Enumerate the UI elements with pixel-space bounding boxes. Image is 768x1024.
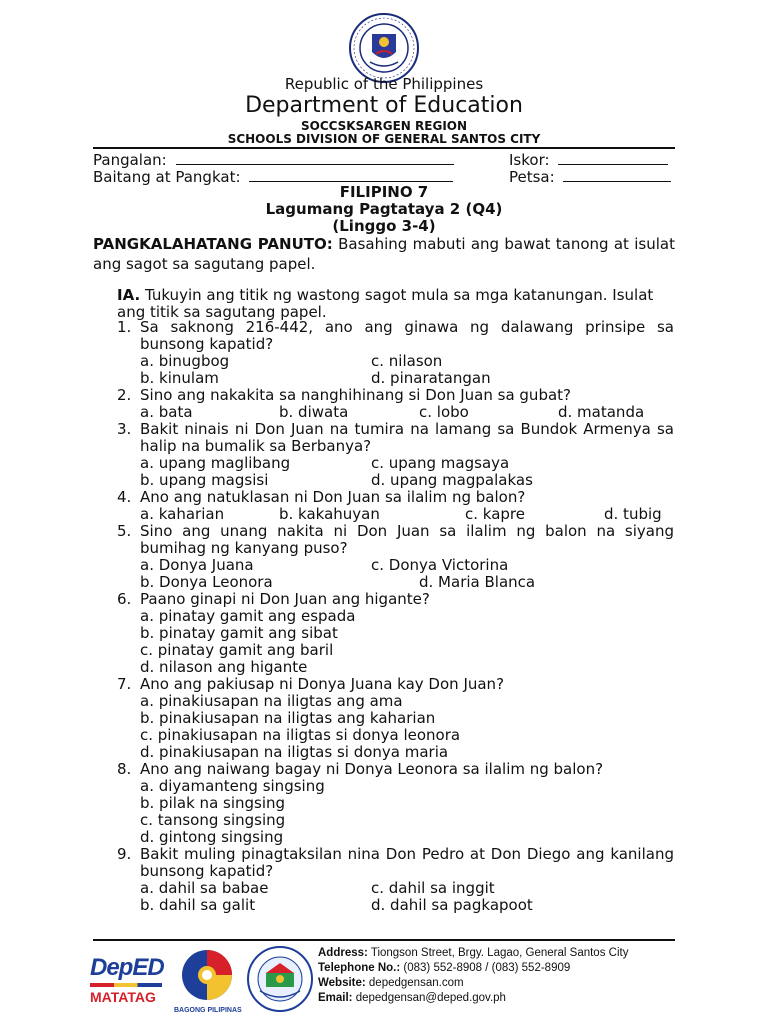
option: c. lobo: [419, 403, 469, 421]
option: d. pinakiusapan na iligtas si donya maria: [140, 743, 449, 761]
baitang-label: Baitang at Pangkat:: [93, 168, 241, 186]
question-number: 7.: [117, 675, 132, 693]
option: a. pinakiusapan na iligtas ang ama: [140, 692, 403, 710]
option: a. Donya Juana: [140, 556, 254, 574]
question-text: Ano ang naiwang bagay ni Donya Leonora sa ilalim ng balon?: [140, 760, 604, 778]
option: b. kakahuyan: [279, 505, 380, 523]
option: c. pinatay gamit ang baril: [140, 641, 334, 659]
department-title: Department of Education: [245, 93, 523, 118]
deped-logo-stripe: [90, 983, 162, 987]
option: c. upang magsaya: [371, 454, 510, 472]
region-line: SOCCSKSARGEN REGION: [300, 119, 468, 133]
question-text: Paano ginapi ni Don Juan ang higante?: [140, 590, 430, 608]
matatag-text: MATATAG: [90, 989, 156, 1005]
subject-title: FILIPINO 7: [339, 183, 429, 201]
option: d. upang magpalakas: [371, 471, 533, 489]
division-seal: [246, 945, 314, 1013]
option: d. pinaratangan: [371, 369, 491, 387]
phone-label: Telephone No.:: [318, 962, 401, 974]
option: a. kaharian: [140, 505, 225, 523]
address-label: Address:: [318, 947, 368, 959]
option: a. bata: [140, 403, 193, 421]
option: a. diyamanteng singsing: [140, 777, 325, 795]
question-number: 8.: [117, 760, 132, 778]
footer-email[interactable]: [318, 991, 506, 1006]
question-number: 6.: [117, 590, 132, 608]
petsa-label: Petsa:: [509, 168, 555, 186]
option: a. pinatay gamit ang espada: [140, 607, 356, 625]
option: b. pinatay gamit ang sibat: [140, 624, 338, 642]
option: b. diwata: [279, 403, 349, 421]
option: d. Maria Blanca: [419, 573, 536, 591]
question-number: 1.: [117, 318, 132, 336]
option: c. kapre: [465, 505, 525, 523]
question-number: 2.: [117, 386, 132, 404]
option: b. Donya Leonora: [140, 573, 273, 591]
question-text: Bakit ninais ni Don Juan na tumira na lamang sa Bundok Armenya sa halip na bumalik sa Berbanya?: [140, 420, 674, 455]
question-text: Sino ang nakakita sa nanghihinang si Don Juan sa gubat?: [140, 386, 571, 404]
baitang-blank[interactable]: [249, 167, 453, 182]
option: d. matanda: [558, 403, 645, 421]
footer-address: [318, 946, 628, 961]
header-divider: [93, 147, 675, 149]
option: b. dahil sa galit: [140, 896, 256, 914]
option: a. upang maglibang: [140, 454, 291, 472]
option: d. tubig: [604, 505, 662, 523]
option: c. nilason: [371, 352, 443, 370]
question-number: 4.: [117, 488, 132, 506]
deped-logo: [90, 955, 168, 1015]
option: c. pinakiusapan na iligtas si donya leonora: [140, 726, 461, 744]
address-text: Tiongson Street, Brgy. Lagao, General Santos City: [367, 947, 629, 959]
deped-seal: [348, 12, 420, 84]
republic-line: Republic of the Philippines: [284, 75, 484, 93]
division-line: SCHOOLS DIVISION OF GENERAL SANTOS CITY: [227, 132, 541, 146]
phone-text: (083) 552-8908 / (083) 552-8909: [400, 962, 571, 974]
question-number: 5.: [117, 522, 132, 540]
instructions-label: PANGKALAHATANG PANUTO:: [93, 235, 333, 253]
question-text: Sa saknong 216-442, ano ang ginawa ng dalawang prinsipe sa bunsong kapatid?: [140, 318, 674, 353]
footer-website[interactable]: [318, 976, 464, 991]
option: b. pinakiusapan na iligtas ang kaharian: [140, 709, 436, 727]
pangalan-label: Pangalan:: [93, 151, 167, 169]
option: d. dahil sa pagkapoot: [371, 896, 533, 914]
pangalan-blank[interactable]: [176, 150, 454, 165]
question-number: 3.: [117, 420, 132, 438]
deped-logo-text: DepED: [90, 954, 164, 981]
email-label: Email:: [318, 992, 353, 1004]
week-title: (Linggo 3-4): [332, 217, 436, 235]
footer-phone: [318, 961, 570, 976]
iskor-label: Iskor:: [509, 151, 550, 169]
question-text: Ano ang pakiusap ni Donya Juana kay Don Juan?: [140, 675, 505, 693]
email-link[interactable]: depedgensan@deped.gov.ph: [352, 992, 506, 1004]
option: d. gintong singsing: [140, 828, 284, 846]
general-instructions: [93, 234, 675, 274]
footer-divider: [93, 939, 675, 941]
petsa-blank[interactable]: [563, 167, 671, 182]
section-ia: [117, 287, 674, 321]
option: a. binugbog: [140, 352, 230, 370]
website-link[interactable]: depedgensan.com: [365, 977, 464, 989]
option: c. dahil sa inggit: [371, 879, 495, 897]
option: c. tansong singsing: [140, 811, 286, 829]
option: c. Donya Victorina: [371, 556, 509, 574]
question-number: 9.: [117, 845, 132, 863]
iskor-blank[interactable]: [558, 150, 668, 165]
website-label: Website:: [318, 977, 366, 989]
bagong-pilipinas-text: BAGONG PILIPINAS: [174, 1007, 242, 1014]
section-text: Tukuyin ang titik ng wastong sagot mula sa mga katanungan. Isulat ang titik sa sagutang papel.: [117, 286, 654, 321]
option: b. kinulam: [140, 369, 219, 387]
question-text: Sino ang unang nakita ni Don Juan sa ilalim ng balon na siyang bumihag ng kanyang puso?: [140, 522, 674, 557]
bagong-pilipinas-logo: [174, 948, 240, 1014]
option: b. pilak na singsing: [140, 794, 286, 812]
test-title: Lagumang Pagtataya 2 (Q4): [265, 200, 503, 218]
question-text: Ano ang natuklasan ni Don Juan sa ilalim ng balon?: [140, 488, 526, 506]
section-label: IA.: [117, 286, 141, 304]
option: d. nilason ang higante: [140, 658, 308, 676]
option: b. upang magsisi: [140, 471, 269, 489]
question-text: Bakit muling pinagtaksilan nina Don Pedro at Don Diego ang kanilang bunsong kapatid?: [140, 845, 674, 880]
instructions-text: Basahing mabuti ang bawat tanong at isulat ang sagot sa sagutang papel.: [93, 235, 675, 273]
option: a. dahil sa babae: [140, 879, 269, 897]
